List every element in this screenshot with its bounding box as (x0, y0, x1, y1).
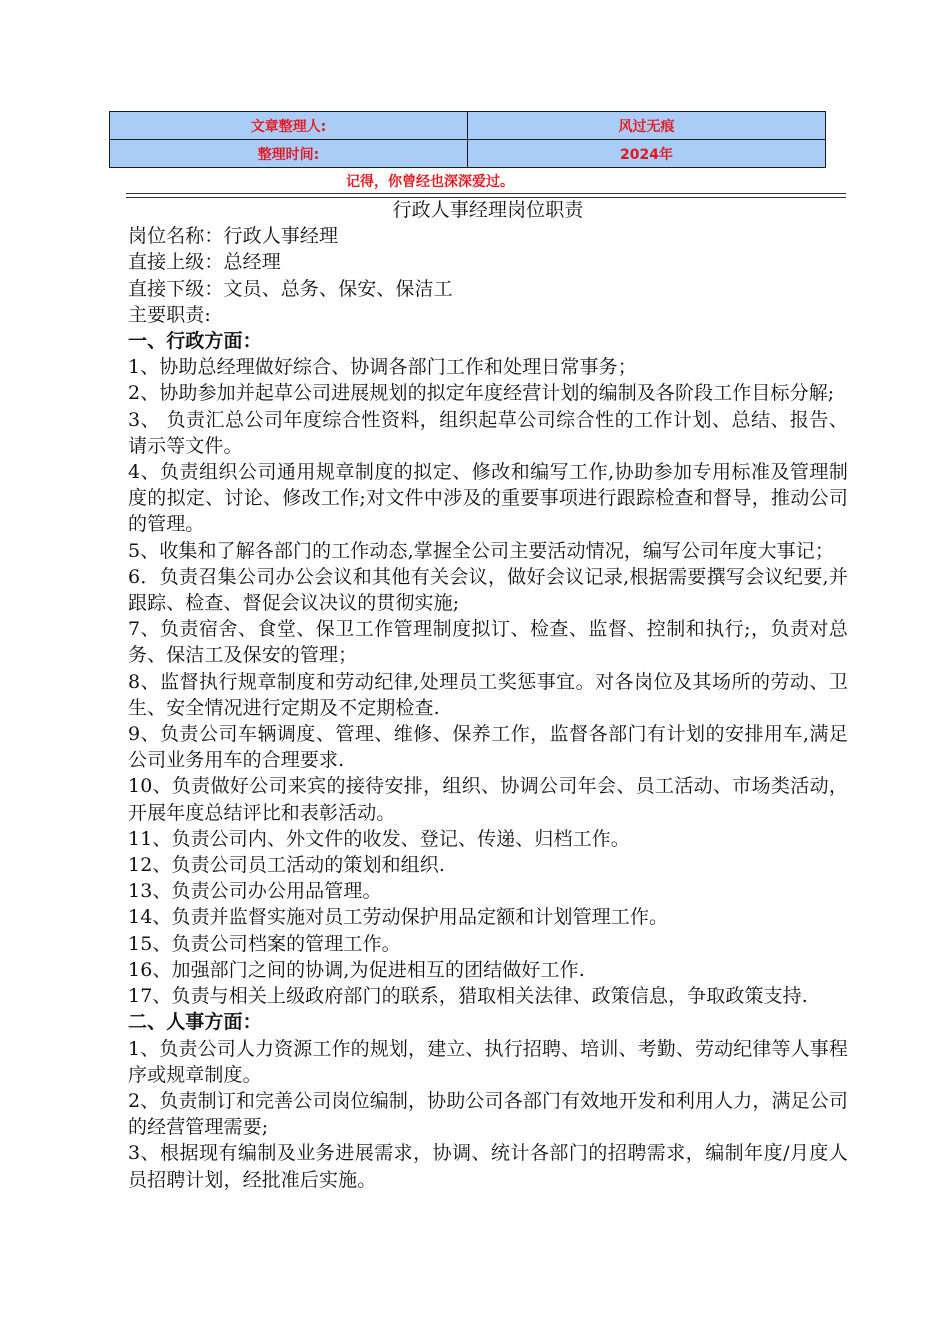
info-line-position: 岗位名称：行政人事经理 (128, 225, 339, 248)
organizer-value: 风过无痕 (468, 112, 826, 140)
hr-duty-item: 2、负责制订和完善公司岗位编制，协助公司各部门有效地开发和利用人力，满足公司的经营管理需要; (128, 1089, 848, 1139)
section-heading-hr: 二、人事方面： (128, 1011, 262, 1034)
hr-duty-item: 3、根据现有编制及业务进展需求，协调、统计各部门的招聘需求，编制年度/月度人员招聘计划，经批准后实施。 (128, 1142, 848, 1191)
admin-duty-item: 3、 负责汇总公司年度综合性资料，组织起草公司综合性的工作计划、总结、报告、请示等文件。 (128, 408, 848, 457)
admin-duty-item: 7、负责宿舍、食堂、保卫工作管理制度拟订、检查、监督、控制和执行;，负责对总务、保洁工及保安的管理； (128, 618, 848, 667)
admin-duty-item: 11、负责公司内、外文件的收发、登记、传递、归档工作。 (128, 827, 630, 850)
admin-duty-item: 5、收集和了解各部门的工作动态,掌握全公司主要活动情况，编写公司年度大事记； (128, 539, 834, 562)
admin-duty-item: 12、负责公司员工活动的策划和组织. (128, 854, 446, 877)
admin-duty-item: 1、协助总经理做好综合、协调各部门工作和处理日常事务； (128, 356, 637, 379)
admin-duty-item: 2、协助参加并起草公司进展规划的拟定年度经营计划的编制及各阶段工作目标分解; (128, 382, 835, 405)
hr-duty-item: 1、负责公司人力资源工作的规划，建立、执行招聘、培训、考勤、劳动纪律等人事程序或规章制度。 (128, 1037, 848, 1086)
admin-duty-item: 8、监督执行规章制度和劳动纪律,处理员工奖惩事宜。对各岗位及其场所的劳动、卫生、安全情况进行定期及不定期检查. (128, 670, 848, 719)
motto-text: 记得，你曾经也深深爱过。 (346, 174, 514, 190)
document-body (128, 197, 848, 1193)
admin-duty-item: 17、负责与相关上级政府部门的联系，猎取相关法律、政策信息，争取政策支持. (128, 985, 808, 1008)
time-value: 2024年 (468, 140, 826, 168)
admin-duty-item: 6．负责召集公司办公会议和其他有关会议，做好会议记录,根据需要撰写会议纪要,并跟踪、检查、督促会议决议的贯彻实施; (128, 565, 848, 615)
document-title: 行政人事经理岗位职责 (392, 199, 584, 221)
organizer-row (110, 112, 826, 140)
info-line-superior: 直接上级：总经理 (128, 251, 281, 274)
section-heading-admin: 一、行政方面： (128, 330, 262, 353)
time-label: 整理时间: (110, 140, 468, 168)
organizer-label: 文章整理人: (110, 112, 468, 140)
time-row (110, 140, 826, 168)
info-line-duties: 主要职责: (128, 303, 211, 326)
admin-duty-item: 14、负责并监督实施对员工劳动保护用品定额和计划管理工作。 (128, 906, 669, 929)
info-line-subordinates: 直接下级：文员、总务、保安、保洁工 (128, 277, 453, 300)
admin-duty-item: 9、负责公司车辆调度、管理、维修、保养工作，监督各部门有计划的安排用车,满足公司业务用车的合理要求. (128, 723, 848, 772)
admin-duty-item: 15、负责公司档案的管理工作。 (128, 932, 401, 955)
admin-duty-item: 13、负责公司办公用品管理。 (128, 880, 382, 903)
admin-duty-item: 10、负责做好公司来宾的接待安排，组织、协调公司年会、员工活动、市场类活动，开展年度总结评比和表彰活动。 (128, 775, 848, 824)
document-meta-table (109, 111, 826, 168)
admin-duty-item: 4、负责组织公司通用规章制度的拟定、修改和编写工作,协助参加专用标准及管理制度的拟定、讨论、修改工作;对文件中涉及的重要事项进行跟踪检查和督导，推动公司的管理。 (128, 461, 848, 536)
admin-duty-item: 16、加强部门之间的协调,为促进相互的团结做好工作. (128, 958, 585, 981)
